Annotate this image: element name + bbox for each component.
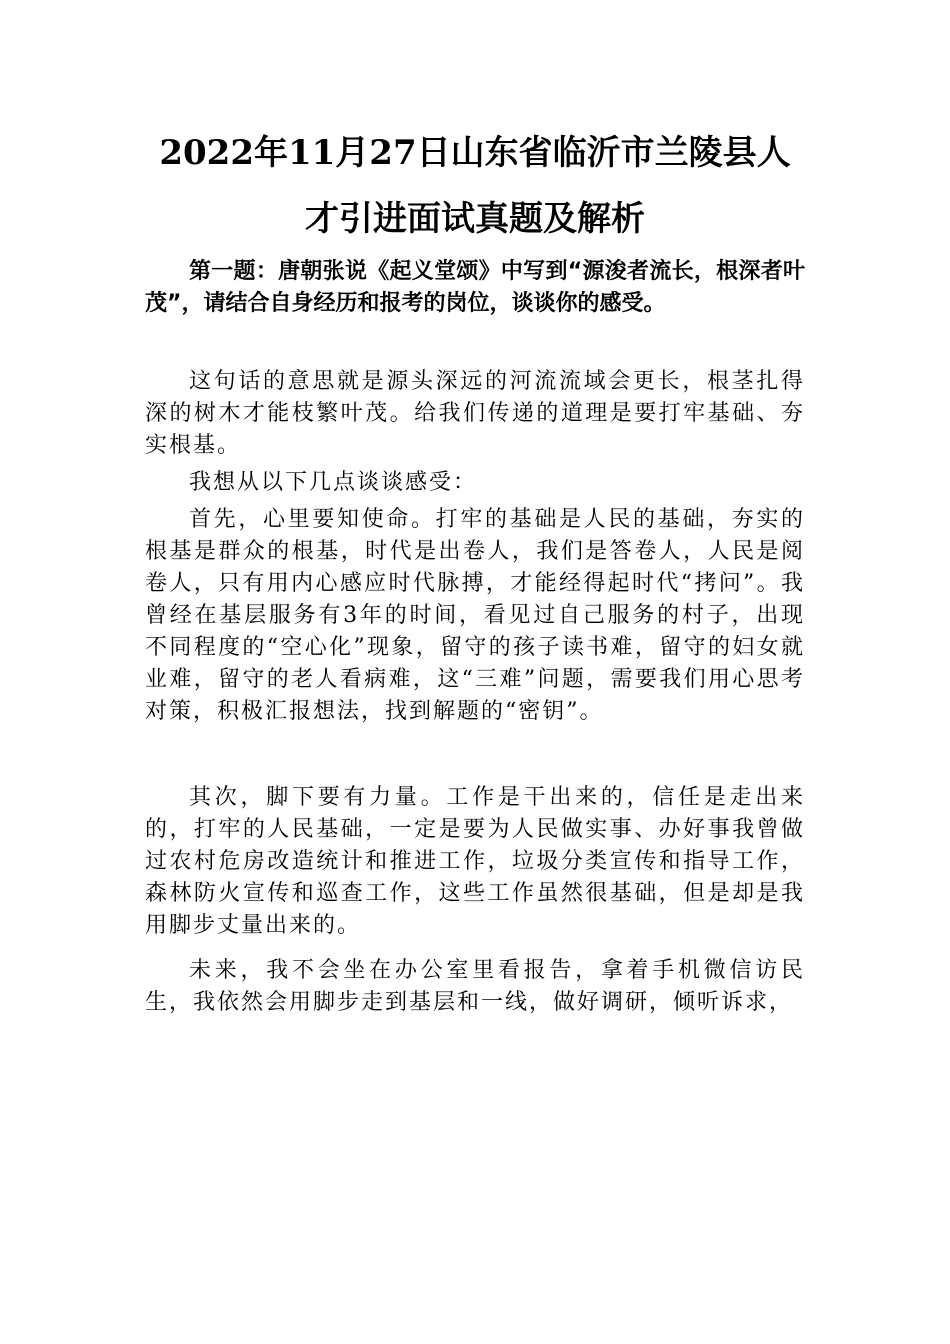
paragraph-meaning: 这句话的意思就是源头深远的河流流域会更长，根茎扎得深的树木才能枝繁叶茂。给我们传递的道理是要打牢基础、夯实根基。 bbox=[145, 369, 805, 458]
paragraph-first-point: 首先，心里要知使命。打牢的基础是人民的基础，夯实的根基是群众的根基，时代是出卷人，我们是答卷人，人民是阅卷人，只有用内心感应时代脉搏，才能经得起时代“拷问”。我曾经在基层服务有3年的时间，看见过自己服务的村子，出现不同程度的“空心化”现象，留守的孩子读书难，留守的妇女就业难，留守的老人看病难，这“三难”问题，需要我们用心思考对策，积极汇报想法，找到解题的“密钥”。 bbox=[145, 507, 805, 724]
question-text: 第一题：唐朝张说《起义堂颂》中写到“源浚者流长，根深者叶茂”，请结合自身经历和报考的岗位，谈谈你的感受。 bbox=[145, 259, 805, 316]
document-title-line-1: 2022年11月27日山东省临沂市兰陵县人 bbox=[159, 133, 791, 173]
paragraph-second-point: 其次，脚下要有力量。工作是干出来的，信任是走出来的，打牢的人民基础，一定是要为人民做实事、办好事我曾做过农村危房改造统计和推进工作，垃圾分类宣传和指导工作，森林防火宣传和巡查工作，这些工作虽然很基础，但是却是我用脚步丈量出来的。 bbox=[145, 785, 805, 938]
document-title-line-2: 才引进面试真题及解析 bbox=[305, 199, 645, 239]
paragraph-future: 未来，我不会坐在办公室里看报告，拿着手机微信访民生，我依然会用脚步走到基层和一线，做好调研，倾听诉求， bbox=[145, 958, 805, 1015]
paragraph-intro: 我想从以下几点谈谈感受： bbox=[189, 470, 478, 495]
